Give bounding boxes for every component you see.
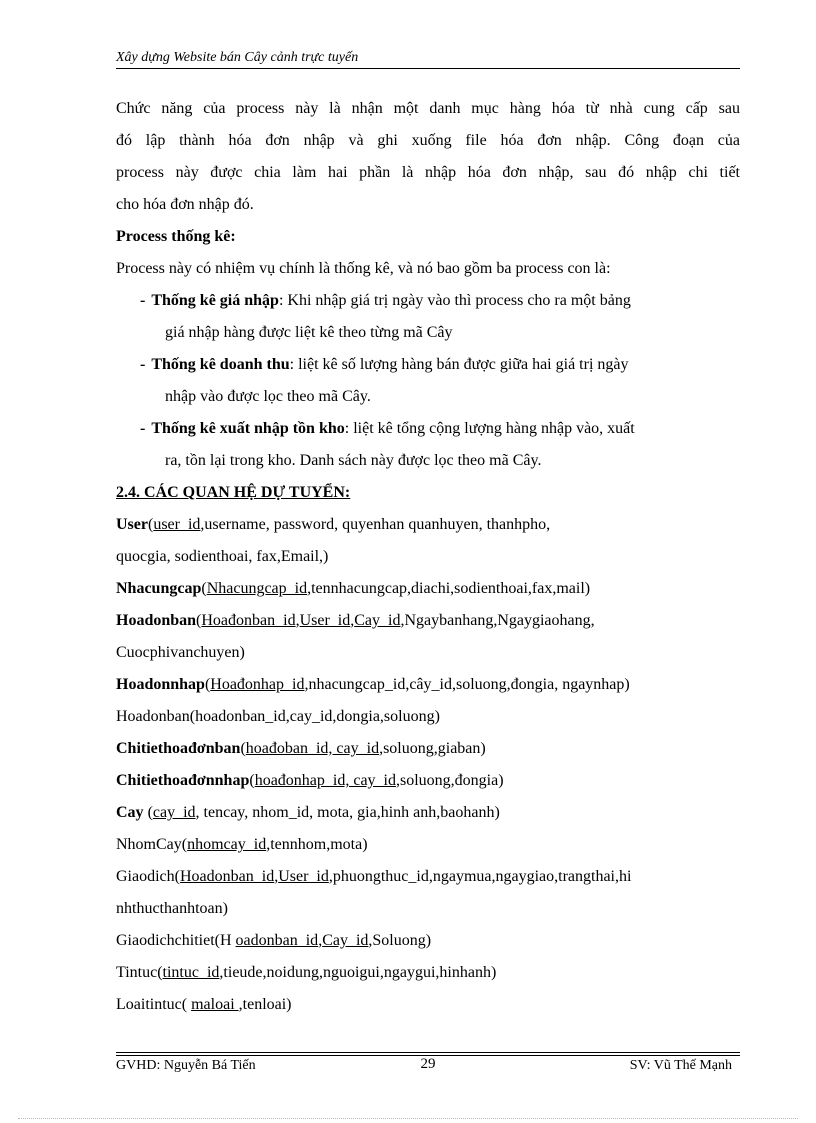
primary-key: hoađonhap_id, cay_id [254, 772, 396, 789]
relation-name: Chitiethoađơnban [116, 740, 241, 757]
relation-name: Hoadonban [116, 612, 197, 629]
bullet-item [116, 349, 740, 381]
relation-attributes: ,tieude,noidung,nguoigui,ngaygui,hinhanh) [219, 964, 497, 981]
relation-user [116, 509, 740, 541]
relation-loaitintuc [116, 989, 740, 1021]
relation-continuation: quocgia, sodienthoai, fax,Email,) [116, 548, 329, 565]
primary-key: user_id [153, 516, 201, 533]
relation-hoadonnhap [116, 669, 740, 701]
relation-attributes: ,phuongthuc_id,ngaymua,ngaygiao,trangthai,hi [328, 868, 632, 885]
paragraph-line: cho hóa đơn nhập đó. [116, 196, 254, 213]
footer-advisor: GVHD: Nguyễn Bá Tiến [116, 1058, 256, 1073]
section-title: 2.4. CÁC QUAN HỆ DỰ TUYỂN: [116, 484, 351, 501]
primary-key: Cay_id [322, 932, 369, 949]
process-stats-heading: Process thống kê: [116, 228, 236, 245]
relation-name: Chitiethoađơnnhap [116, 772, 250, 789]
relation-open: ( [143, 804, 153, 821]
relation-giaodichchitiet [116, 925, 740, 957]
relation-attributes: ,Soluong) [368, 932, 432, 949]
relation-open: (H [214, 932, 236, 949]
relation-chitiethoadonban [116, 733, 740, 765]
primary-key: Hoađonban_id [201, 612, 296, 629]
bullet-continuation: giá nhập hàng được liệt kê theo từng mã Cây [165, 324, 453, 341]
relation-name: Tintuc [116, 964, 158, 981]
footer-rule [116, 1052, 740, 1053]
header-rule [116, 68, 740, 69]
paragraph-line: Chức năng của process này là nhận một danh mục hàng hóa từ nhà cung cấp sau [116, 100, 740, 117]
primary-key: Nhacungcap_id [206, 580, 308, 597]
relation-giaodich [116, 861, 740, 893]
paragraph-line: đó lập thành hóa đơn nhập và ghi xuống file hóa đơn nhập. Công đoạn của [116, 132, 740, 149]
relation-open: ( [181, 996, 192, 1013]
page-edge-divider [18, 1118, 798, 1119]
relation-open: ( [240, 740, 246, 757]
relation-attributes: ,username, password, quyenhan quanhuyen, thanhpho, [200, 516, 551, 533]
relation-name: Cay [116, 804, 144, 821]
bullet-text: : liệt kê số lượng hàng bán được giữa hai giá trị ngày [289, 356, 629, 373]
relation-open: ( [157, 964, 163, 981]
page-number: 29 [420, 1056, 436, 1072]
relation-attributes: , tencay, nhom_id, mota, gia,hinh anh,baohanh) [195, 804, 500, 821]
bullet-continuation: ra, tồn lại trong kho. Danh sách này được lọc theo mã Cây. [165, 452, 542, 469]
bullet-item [116, 413, 740, 445]
process-stats-intro: Process này có nhiệm vụ chính là thống kê, và nó bao gồm ba process con là: [116, 260, 611, 277]
relation-name: Loaitintuc [116, 996, 182, 1013]
relation-attributes: ,nhacungcap_id,cây_id,soluong,đongia, ngaynhap) [304, 676, 630, 693]
primary-key: Cay_id [354, 612, 401, 629]
running-header: Xây dựng Website bán Cây cảnh trực tuyến [116, 50, 359, 65]
page-footer [116, 1058, 740, 1076]
relation-name: Hoadonnhap [116, 676, 205, 693]
relation-continuation: nhthucthanhtoan) [116, 900, 228, 917]
relation-attributes: ,soluong,đongia) [395, 772, 504, 789]
relation-tintuc [116, 957, 740, 989]
bullet-item [116, 285, 740, 317]
key-separator: , [350, 612, 355, 629]
relation-attributes: ,Ngaybanhang,Ngaygiaohang, [400, 612, 595, 629]
primary-key: oadonban_id [235, 932, 319, 949]
relation-nhacungcap [116, 573, 740, 605]
bullet-dash: - [140, 420, 146, 437]
relation-name: NhomCay [116, 836, 182, 853]
relation-open: ( [196, 612, 202, 629]
primary-key: hoađoban_id, cay_id [245, 740, 380, 757]
relation-name: Nhacungcap [116, 580, 202, 597]
primary-key: tintuc_id [162, 964, 220, 981]
relation-open: ( [201, 580, 207, 597]
relation-chitiethoadonnhap [116, 765, 740, 797]
bullet-dash: - [140, 292, 146, 309]
primary-key: Hoađonhap_id [210, 676, 305, 693]
primary-key: User_id [299, 612, 351, 629]
key-separator: , [318, 932, 323, 949]
key-separator: , [295, 612, 300, 629]
bullet-continuation: nhập vào được lọc theo mã Cây. [165, 388, 371, 405]
bullet-term: Thống kê giá nhập [151, 292, 279, 309]
relation-attributes: ,tennhom,mota) [266, 836, 368, 853]
relation-hoadonban [116, 605, 740, 637]
relation-cay [116, 797, 740, 829]
relation-name: Giaodich [116, 868, 175, 885]
relation-open: ( [147, 516, 154, 533]
primary-key: maloai [191, 996, 239, 1013]
primary-key: User_id [278, 868, 329, 885]
primary-key: nhomcay_id [187, 836, 267, 853]
relation-name: User [116, 516, 148, 533]
bullet-text: : liệt kê tổng cộng lượng hàng nhập vào, xuất [344, 420, 635, 437]
relation-continuation: Cuocphivanchuyen) [116, 644, 245, 661]
relation-attributes: ,soluong,giaban) [379, 740, 486, 757]
bullet-text: : Khi nhập giá trị ngày vào thì process cho ra một bảng [278, 292, 631, 309]
bullet-term: Thống kê doanh thu [151, 356, 290, 373]
paragraph-line: process này được chia làm hai phần là nhập hóa đơn nhập, sau đó nhập chi tiết [116, 164, 740, 181]
document-body [116, 93, 740, 1021]
relation-open: ( [204, 676, 211, 693]
bullet-term: Thống kê xuất nhập tồn kho [151, 420, 345, 437]
relation-open: ( [181, 836, 188, 853]
relation-attributes: ,tenloai) [238, 996, 292, 1013]
bullet-dash: - [140, 356, 146, 373]
relation-open: ( [249, 772, 255, 789]
relation-name: Giaodichchitiet [116, 932, 215, 949]
relation-open: ( [174, 868, 180, 885]
relation-nhomcay [116, 829, 740, 861]
primary-key: Hoadonban_id [179, 868, 275, 885]
relation-hoadonban-plain: Hoadonban(hoadonban_id,cay_id,dongia,soluong) [116, 708, 440, 725]
footer-student: SV: Vũ Thế Mạnh [629, 1058, 732, 1073]
relation-attributes: ,tennhacungcap,diachi,sodienthoai,fax,mail) [307, 580, 591, 597]
key-separator: , [274, 868, 279, 885]
primary-key: cay_id [152, 804, 196, 821]
